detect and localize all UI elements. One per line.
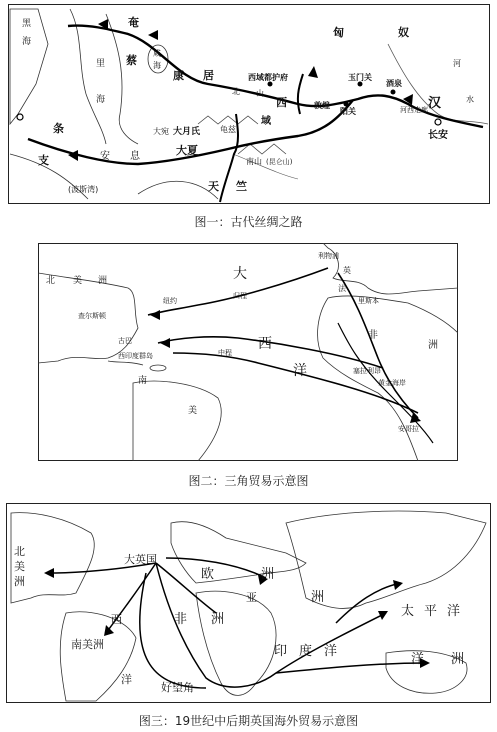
label-angela: 安哥拉 xyxy=(398,425,419,433)
label-yin: 印 xyxy=(274,644,288,659)
label-ya: 亚 xyxy=(246,591,257,604)
label-bosi: (波斯湾) xyxy=(68,185,99,194)
label-da-yuan: 大宛 xyxy=(153,127,169,136)
silk-road-map-svg xyxy=(8,4,490,204)
label-yang4: 洋 xyxy=(411,652,425,667)
label-qiuci: 龟兹 xyxy=(220,125,236,134)
label-zhou: 洲 xyxy=(14,575,25,588)
label-zhou2: 洲 xyxy=(261,567,275,582)
label-ping: 平 xyxy=(424,604,438,619)
label-caspian-2: 海 xyxy=(96,95,106,105)
label-bei: 北 xyxy=(232,87,240,96)
label-liwupu: 利物浦 xyxy=(318,252,339,260)
duhu-marker xyxy=(268,82,273,87)
label-nanshan: 南山 xyxy=(246,157,262,166)
label-hexi: 河西走廊 xyxy=(400,106,428,114)
label-cai: 蔡 xyxy=(126,54,137,67)
label-yumen: 玉门关 xyxy=(348,73,372,82)
label-nu: 奴 xyxy=(398,26,409,39)
label-zhou5: 洲 xyxy=(451,652,465,667)
silk-road-map xyxy=(8,4,490,204)
label-zhou4: 洲 xyxy=(211,612,225,627)
label-xi: 西 xyxy=(258,336,272,352)
town-marker-west xyxy=(17,114,23,120)
label-yangguan: 阳关 xyxy=(340,107,356,116)
label-xiong: 匈 xyxy=(333,26,344,39)
label-du: 度 xyxy=(299,644,313,659)
label-niuyue: 纽约 xyxy=(163,297,177,305)
label-fa: 法 xyxy=(338,284,346,293)
label-han: 汉 xyxy=(428,96,442,111)
label-ying: 英 xyxy=(343,266,351,275)
label-fei: 非 xyxy=(368,330,378,341)
label-ou: 欧 xyxy=(201,567,215,582)
label-xiyindu: 西印度群岛 xyxy=(118,352,153,360)
label-tai: 太 xyxy=(401,604,415,619)
jiuquan-marker xyxy=(391,90,396,95)
map3-caption: 图三：19世纪中后期英国海外贸易示意图 xyxy=(138,714,359,728)
triangular-trade-map xyxy=(38,243,458,461)
label-zhou2: 洲 xyxy=(428,340,438,351)
triangular-trade-map-svg xyxy=(38,243,458,461)
map2-caption: 图二：三角贸易示意图 xyxy=(188,474,309,488)
label-zhi: 支 xyxy=(38,154,49,167)
label-da-yingguo: 大英国 xyxy=(124,553,157,566)
label-yang3: 洋 xyxy=(447,604,461,619)
label-xi: 息 xyxy=(130,151,140,162)
label-mei: 美 xyxy=(73,276,83,286)
label-tian: 天 xyxy=(208,180,219,193)
label-zhou: 洲 xyxy=(98,276,108,286)
label-shan: 山 xyxy=(256,89,264,98)
label-zhongcheng: 中程 xyxy=(218,349,232,357)
label-haowangjiao: 好望角 xyxy=(161,681,194,694)
label-yu: 域 xyxy=(261,116,271,127)
label-guicheng: 归程 xyxy=(233,292,247,300)
label-ju: 居 xyxy=(203,69,214,82)
label-bei: 北 xyxy=(46,276,56,286)
label-guba: 古巴 xyxy=(118,337,132,345)
dunhuang-marker xyxy=(344,102,349,107)
label-black-sea-2: 海 xyxy=(22,37,32,47)
label-xi: 西 xyxy=(111,613,122,626)
label-yang: 洋 xyxy=(121,673,132,686)
label-xiyu-duhu: 西域都护府 xyxy=(248,73,288,82)
label-kunlun: (昆仑山) xyxy=(266,158,293,166)
british-trade-map-svg xyxy=(6,503,491,703)
label-he: 河 xyxy=(453,59,461,68)
label-mei: 美 xyxy=(14,560,25,573)
label-fei: 非 xyxy=(174,612,188,627)
label-huangjin: 黄金海岸 xyxy=(378,379,406,387)
label-yang2: 洋 xyxy=(324,644,338,659)
label-da-yuezhi: 大月氏 xyxy=(173,127,201,137)
label-changan: 长安 xyxy=(428,130,448,141)
label-an: 安 xyxy=(100,151,110,162)
british-trade-map xyxy=(6,503,491,703)
label-bei: 北 xyxy=(14,545,25,558)
label-tiao: 条 xyxy=(53,122,64,135)
label-mei2: 美 xyxy=(188,406,198,416)
label-da-xia: 大夏 xyxy=(176,144,198,157)
label-black-sea-1: 黑 xyxy=(22,19,32,29)
label-zhou3: 洲 xyxy=(311,590,325,605)
label-sailiang: 塞拉利昂 xyxy=(353,367,381,375)
label-xi-yu: 西 xyxy=(276,96,287,109)
label-nanmei: 南美洲 xyxy=(71,638,104,651)
map1-caption: 图一：古代丝绸之路 xyxy=(194,215,303,229)
label-shui: 水 xyxy=(466,95,474,104)
label-chaerseton: 查尔斯顿 xyxy=(78,312,106,320)
label-jiuquan: 酒泉 xyxy=(386,79,402,88)
label-aral-1: 咸 xyxy=(153,49,161,58)
label-kang: 康 xyxy=(173,69,184,82)
map1-frame xyxy=(9,5,490,204)
label-aral-2: 海 xyxy=(153,61,161,70)
label-caspian-1: 里 xyxy=(96,59,106,69)
yumen-marker xyxy=(358,82,363,87)
label-da: 大 xyxy=(233,266,247,282)
label-yang: 洋 xyxy=(293,363,307,379)
label-lisiben: 里斯本 xyxy=(358,297,379,305)
label-nan: 南 xyxy=(138,376,148,386)
changan-marker xyxy=(435,119,441,125)
label-yan: 奄 xyxy=(128,16,139,29)
label-dunhuang: 敦煌 xyxy=(314,101,330,110)
label-zhu: 竺 xyxy=(236,180,247,193)
